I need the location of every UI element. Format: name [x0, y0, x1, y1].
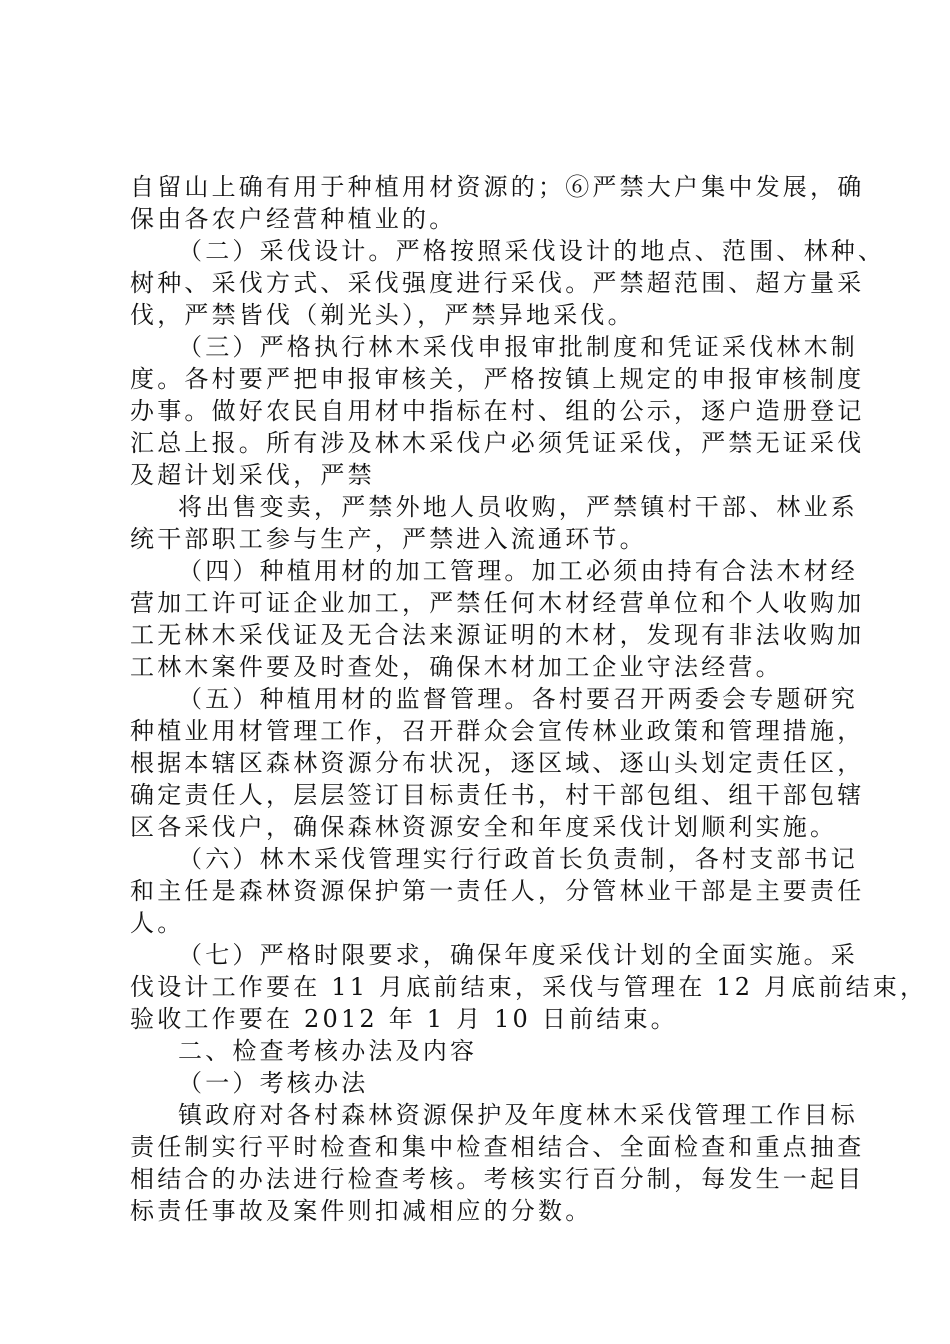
text-line: 工无林木采伐证及无合法来源证明的木材，发现有非法收购加: [130, 621, 865, 649]
text-line: 自留山上确有用于种植用材资源的；⑥严禁大户集中发展，确: [130, 173, 865, 201]
document-body: [130, 171, 928, 1227]
text-line: 将出售变卖，严禁外地人员收购，严禁镇村干部、林业系: [178, 493, 858, 521]
text-line: 度。各村要严把申报审核关，严格按镇上规定的申报审核制度: [130, 365, 865, 393]
text-line: 相结合的办法进行检查考核。考核实行百分制，每发生一起目: [130, 1165, 865, 1193]
text-line: 镇政府对各村森林资源保护及年度林木采伐管理工作目标: [178, 1101, 858, 1129]
text-line: （七）严格时限要求，确保年度采伐计划的全面实施。采: [178, 941, 858, 969]
text-line: （三）严格执行林木采伐申报审批制度和凭证采伐林木制: [178, 333, 858, 361]
subsection-heading: （一）考核办法: [178, 1069, 369, 1097]
text-line: 和主任是森林资源保护第一责任人，分管林业干部是主要责任: [130, 877, 865, 905]
text-line: 伐，严禁皆伐（剃光头），严禁异地采伐。: [130, 301, 635, 329]
text-line: 种植业用材管理工作，召开群众会宣传林业政策和管理措施，: [130, 717, 865, 745]
text-line: 办事。做好农民自用材中指标在村、组的公示，逐户造册登记: [130, 397, 865, 425]
text-line: 责任制实行平时检查和集中检查相结合、全面检查和重点抽查: [130, 1133, 865, 1161]
text-line: 标责任事故及案件则扣减相应的分数。: [130, 1197, 593, 1225]
section-heading: 二、检查考核办法及内容: [178, 1037, 478, 1065]
text-line: 确定责任人，层层签订目标责任书，村干部包组、组干部包辖: [130, 781, 865, 809]
text-line: 伐设计工作要在 11 月底前结束，采伐与管理在 12 月底前结束，: [130, 973, 928, 1001]
text-line: （二）采伐设计。严格按照采伐设计的地点、范围、林种、: [178, 237, 886, 265]
text-line: （四）种植用材的加工管理。加工必须由持有合法木材经: [178, 557, 858, 585]
text-line: 及超计划采伐，严禁: [130, 461, 375, 489]
text-line: （六）林木采伐管理实行行政首长负责制，各村支部书记: [178, 845, 858, 873]
text-line: 汇总上报。所有涉及林木采伐户必须凭证采伐，严禁无证采伐: [130, 429, 865, 457]
text-line: 营加工许可证企业加工，严禁任何木材经营单位和个人收购加: [130, 589, 865, 617]
text-line: 区各采伐户，确保森林资源安全和年度采伐计划顺利实施。: [130, 813, 838, 841]
text-line: 工林木案件要及时查处，确保木材加工企业守法经营。: [130, 653, 783, 681]
text-line: 人。: [130, 909, 185, 937]
text-line: 树种、采伐方式、采伐强度进行采伐。严禁超范围、超方量采: [130, 269, 865, 297]
text-line: 保由各农户经营种植业的。: [130, 205, 457, 233]
text-line: 统干部职工参与生产，严禁进入流通环节。: [130, 525, 647, 553]
text-line: 验收工作要在 2012 年 1 月 10 日前结束。: [130, 1005, 678, 1033]
text-line: （五）种植用材的监督管理。各村要召开两委会专题研究: [178, 685, 858, 713]
text-line: 根据本辖区森林资源分布状况，逐区域、逐山头划定责任区，: [130, 749, 865, 777]
